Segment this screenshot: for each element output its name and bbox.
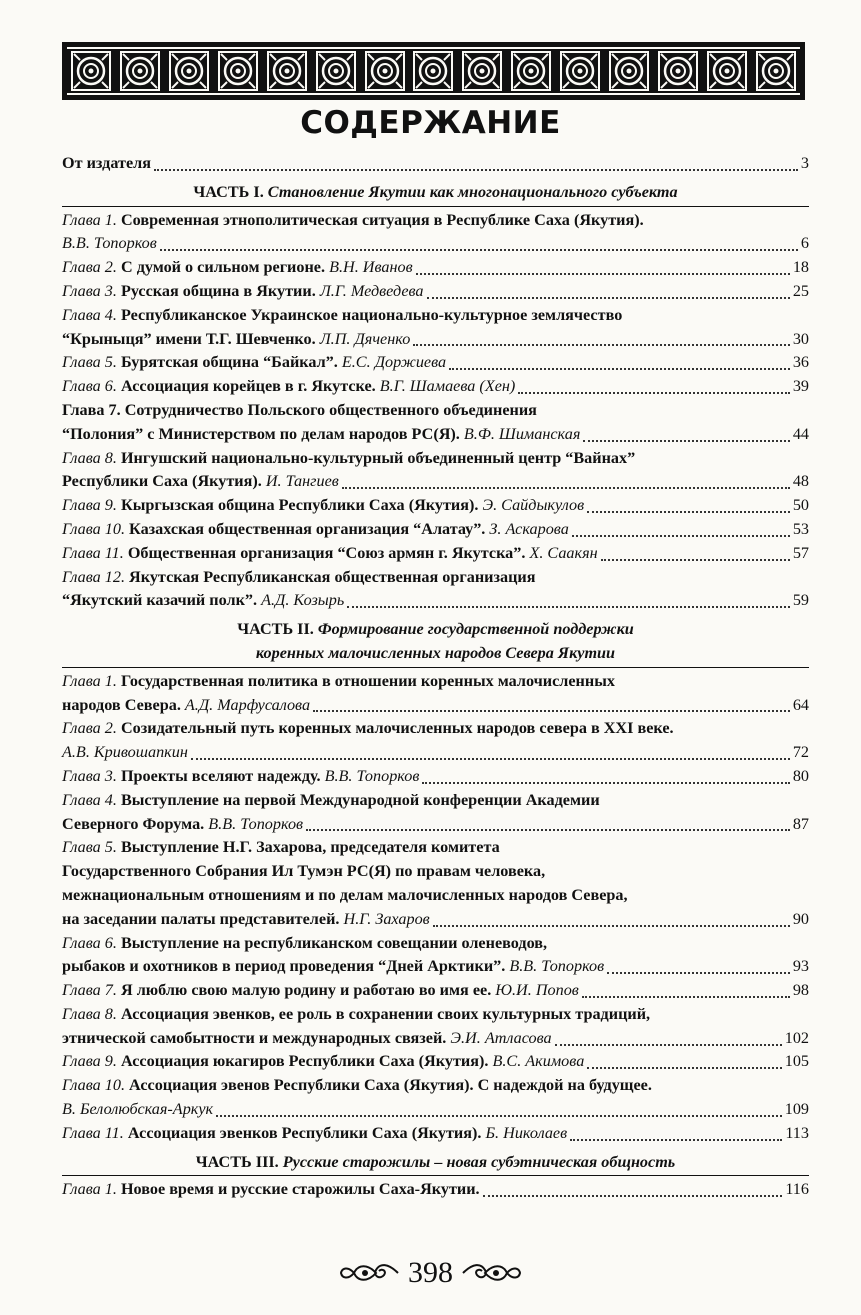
page-number: 93 (792, 957, 809, 976)
chapter-title: Ассоциация эвенов Республики Саха (Якутия). С надеждой на будущее. (125, 1076, 652, 1095)
dot-leader (587, 1067, 781, 1069)
ornament-rosette-icon (755, 50, 797, 92)
page-number: 72 (792, 743, 809, 762)
chapter-title: Кыргызская община Республики Саха (Якутия). (116, 496, 483, 515)
entry-text (62, 589, 344, 613)
entry-text (62, 232, 157, 256)
toc-entry-line[interactable] (62, 232, 809, 256)
toc-entry-line[interactable] (62, 670, 809, 694)
page-number: 25 (792, 281, 809, 300)
part-label: ЧАСТЬ I. (193, 182, 264, 201)
entry-text (62, 813, 303, 837)
page-footer (0, 1253, 861, 1293)
part-divider (62, 667, 809, 668)
entry-text (62, 717, 674, 741)
chapter-label: Глава 7. (62, 981, 117, 1000)
dot-leader (572, 535, 790, 537)
toc-entry-line[interactable] (62, 932, 809, 956)
toc-entry-line[interactable] (62, 1074, 809, 1098)
chapter-author: В.С. Акимова (492, 1052, 585, 1071)
chapter-label: Глава 11. (62, 1123, 124, 1142)
chapter-author: З. Аскарова (489, 519, 569, 538)
chapter-label: Глава 3. (62, 281, 117, 300)
toc-entry-line[interactable] (62, 955, 809, 979)
chapter-title: Выступление Н.Г. Захарова, председателя комитета (116, 838, 500, 857)
toc-entry-line[interactable] (62, 209, 809, 233)
toc-entry-publisher[interactable] (62, 152, 809, 176)
part-label: ЧАСТЬ III. (195, 1152, 279, 1171)
chapter-author: А.Д. Марфусалова (184, 695, 311, 714)
chapter-author: Ю.И. Попов (495, 981, 579, 1000)
chapter-title: Ассоциация корейцев в г. Якутске. (116, 377, 380, 396)
chapter-title: Северного Форума. (62, 814, 209, 833)
entry-text (62, 566, 536, 590)
chapter-title: Ингушский национально-культурный объединенный центр “Вайнах” (116, 448, 636, 467)
chapter-author: В.Н. Иванов (329, 258, 413, 277)
dot-leader (422, 782, 789, 784)
chapter-title: Бурятская община “Байкал”. (116, 353, 342, 372)
entry-text (62, 932, 547, 956)
entry-text (62, 1003, 650, 1027)
entry-text (62, 1098, 213, 1122)
dot-leader (483, 1195, 783, 1197)
toc-entry-line[interactable] (62, 256, 809, 280)
chapter-title: Современная этнополитическая ситуация в Республике Саха (Якутия). (116, 210, 644, 229)
entry-text (62, 399, 537, 423)
chapter-label: Глава 10. (62, 519, 125, 538)
chapter-title: Государственного Собрания Ил Тумэн РС(Я) по правам человека, (62, 862, 546, 881)
dot-leader (587, 511, 790, 513)
chapter-label: Глава 2. (62, 258, 117, 277)
dot-leader (433, 925, 790, 927)
chapter-author: А.В. Кривошапкин (62, 743, 188, 762)
toc-entry-line[interactable] (62, 470, 809, 494)
toc-entry-line[interactable] (62, 1098, 809, 1122)
toc-entry-line[interactable] (62, 518, 809, 542)
toc-entry-line[interactable] (62, 717, 809, 741)
part-divider (62, 206, 809, 207)
toc-entry-line[interactable] (62, 447, 809, 471)
chapter-author: В.Ф. Шиманская (463, 424, 581, 443)
chapter-author: А.Д. Козырь (261, 591, 345, 610)
dot-leader (570, 1139, 782, 1141)
chapter-title: этнической самобытности и международных связей. (62, 1028, 451, 1047)
chapter-title: Казахская общественная организация “Алатау”. (125, 519, 490, 538)
page-number: 87 (792, 814, 809, 833)
right-flourish-icon (461, 1258, 523, 1288)
chapter-title: Русская община в Якутии. (116, 281, 320, 300)
toc-entry-line[interactable] (62, 741, 809, 765)
chapter-title: Государственная политика в отношении коренных малочисленных (116, 671, 615, 690)
page-number: 98 (792, 981, 809, 1000)
ornament-rosette-icon (608, 50, 650, 92)
dot-leader (216, 1115, 782, 1117)
dot-leader (160, 249, 798, 251)
entry-text (62, 1027, 552, 1051)
entry-text (62, 375, 515, 399)
chapter-title: на заседании палаты представителей. (62, 909, 344, 928)
entry-text (62, 955, 604, 979)
chapter-label: Глава 11. (62, 543, 124, 562)
chapter-title: С думой о сильном регионе. (116, 258, 330, 277)
entry-text (62, 447, 635, 471)
page-number: 44 (792, 424, 809, 443)
chapter-label: Глава 1. (62, 671, 117, 690)
chapter-title: Я люблю свою малую родину и работаю во имя ее. (116, 981, 496, 1000)
chapter-label: Глава 9. (62, 496, 117, 515)
page-number: 102 (784, 1028, 809, 1047)
part-divider (62, 1175, 809, 1176)
entry-text (62, 542, 598, 566)
toc-entry-line[interactable] (62, 765, 809, 789)
dot-leader (582, 996, 790, 998)
dot-leader (306, 829, 790, 831)
part-title: Формирование государственной поддержки (317, 620, 634, 639)
entry-text (62, 209, 644, 233)
ornament-rosette-icon (412, 50, 454, 92)
chapter-label: Глава 8. (62, 448, 117, 467)
page-number: 109 (784, 1100, 809, 1119)
chapter-author: В.В. Топорков (324, 766, 420, 785)
chapter-author: В.В. Топорков (509, 957, 605, 976)
chapter-title: Новое время и русские старожилы Саха-Якутии. (116, 1180, 480, 1199)
entry-text (62, 765, 419, 789)
page-number: 113 (785, 1123, 809, 1142)
chapter-title: рыбаков и охотников в период проведения “Дней Арктики”. (62, 957, 510, 976)
page-number: 105 (784, 1052, 809, 1071)
page-number: 50 (792, 496, 809, 515)
chapter-title: Ассоциация юкагиров Республики Саха (Якутия). (116, 1052, 493, 1071)
chapter-title: “Полония” с Министерством по делам народов РС(Я). (62, 424, 464, 443)
page-number: 80 (792, 766, 809, 785)
entry-text (62, 280, 424, 304)
page-number: 30 (792, 329, 809, 348)
entry-text (62, 1050, 584, 1074)
chapter-label: Глава 6. (62, 933, 117, 952)
chapter-label: Глава 10. (62, 1076, 125, 1095)
dot-leader (347, 606, 790, 608)
dot-leader (191, 758, 790, 760)
entry-text (62, 328, 410, 352)
toc-entry-line[interactable] (62, 351, 809, 375)
entry-text (62, 351, 446, 375)
chapter-label: Глава 12. (62, 567, 125, 586)
page-number: 3 (800, 154, 809, 172)
ornament-rosette-icon (70, 50, 112, 92)
entry-text (62, 979, 579, 1003)
page-number: 116 (785, 1180, 809, 1199)
ornament-rosette-icon (706, 50, 748, 92)
entry-text (62, 423, 580, 447)
toc-entry-line[interactable] (62, 884, 809, 908)
chapter-label: Глава 9. (62, 1052, 117, 1071)
part-heading (62, 618, 809, 642)
entry-text (62, 860, 545, 884)
ornament-rosette-icon (217, 50, 259, 92)
chapter-title: Якутская Республиканская общественная организация (125, 567, 536, 586)
entry-text (62, 494, 584, 518)
toc-entry-line[interactable] (62, 813, 809, 837)
chapter-title: Выступление на республиканском совещании оленеводов, (116, 933, 548, 952)
toc-entry-line[interactable] (62, 1178, 809, 1202)
page-number: 6 (800, 234, 809, 253)
chapter-label: Глава 5. (62, 838, 117, 857)
chapter-author: Л.Г. Медведева (319, 281, 424, 300)
entry-text (62, 470, 339, 494)
part-heading (62, 181, 809, 205)
entry-text (62, 741, 188, 765)
chapter-title: “Крыныця” имени Т.Г. Шевченко. (62, 329, 320, 348)
chapter-title: народов Севера. (62, 695, 185, 714)
ornament-rosette-icon (510, 50, 552, 92)
chapter-author: Э. Сайдыкулов (482, 496, 585, 515)
entry-text (62, 1178, 480, 1202)
page-number-footer: 398 (408, 1256, 453, 1289)
left-flourish-icon (338, 1258, 400, 1288)
toc-entry-line[interactable] (62, 1003, 809, 1027)
chapter-author: Е.С. Доржиева (341, 353, 447, 372)
ornament-rosette-icon (168, 50, 210, 92)
chapter-label: Глава 8. (62, 1004, 117, 1023)
toc-entry-line[interactable] (62, 304, 809, 328)
chapter-label: Глава 2. (62, 719, 117, 738)
chapter-author: Н.Г. Захаров (343, 909, 430, 928)
entry-text (62, 908, 430, 932)
toc-entry-line[interactable] (62, 860, 809, 884)
dot-leader (601, 559, 790, 561)
entry-text (62, 836, 500, 860)
page-number: 53 (792, 519, 809, 538)
page-number: 59 (792, 591, 809, 610)
ornament-rosette-icon (657, 50, 699, 92)
dot-leader (413, 344, 789, 346)
entry-text (62, 694, 310, 718)
dot-leader (342, 487, 790, 489)
toc-entry-line[interactable] (62, 375, 809, 399)
dot-leader (427, 297, 790, 299)
chapter-title: межнациональным отношениям и по делам малочисленных народов Севера, (62, 885, 628, 904)
ornament-rosette-icon (364, 50, 406, 92)
toc-entry-line[interactable] (62, 494, 809, 518)
entry-text (62, 789, 600, 813)
dot-leader (154, 169, 798, 171)
chapter-title: Ассоциация эвенков Республики Саха (Якутия). (123, 1123, 486, 1142)
page-number: 39 (792, 377, 809, 396)
toc-entry-line[interactable] (62, 423, 809, 447)
entry-text (62, 256, 413, 280)
part-heading (62, 1151, 809, 1175)
chapter-title: Общественная организация “Союз армян г. Якутска”. (123, 543, 530, 562)
chapter-author: Э.И. Атласова (450, 1028, 552, 1047)
page-number: 18 (792, 258, 809, 277)
chapter-title: Проекты вселяют надежду. (116, 766, 325, 785)
chapter-author: В.Г. Шамаева (Хен) (379, 377, 516, 396)
chapter-label: Глава 1. (62, 1180, 117, 1199)
ornament-rosette-icon (461, 50, 503, 92)
page-number: 90 (792, 909, 809, 928)
dot-leader (607, 972, 790, 974)
dot-leader (555, 1044, 782, 1046)
chapter-author: В. Белолюбская-Аркук (62, 1100, 214, 1119)
chapter-title: Республиканское Украинское национально-культурное землячество (116, 305, 623, 324)
toc-entry-line[interactable] (62, 399, 809, 423)
entry-text (62, 1074, 652, 1098)
dot-leader (518, 392, 790, 394)
page-number: 57 (792, 543, 809, 562)
chapter-title: Республики Саха (Якутия). (62, 472, 266, 491)
chapter-author: В.В. Топорков (62, 234, 157, 253)
toc-entry-line[interactable] (62, 1122, 809, 1146)
ornament-rosette-icon (559, 50, 601, 92)
toc-entry-line[interactable] (62, 328, 809, 352)
chapter-label: Глава 6. (62, 377, 117, 396)
entry-text (62, 884, 628, 908)
toc-entry-line[interactable] (62, 836, 809, 860)
chapter-label: Глава 1. (62, 210, 117, 229)
toc-entry-line[interactable] (62, 908, 809, 932)
dot-leader (416, 273, 790, 275)
toc-entry-line[interactable] (62, 789, 809, 813)
chapter-author: Л.П. Дяченко (319, 329, 411, 348)
part-title: Становление Якутии как многонационального субъекта (267, 182, 678, 201)
entry-text (62, 670, 615, 694)
page-number: 48 (792, 472, 809, 491)
chapter-author: В.В. Топорков (208, 814, 304, 833)
entry-text (62, 518, 569, 542)
chapter-author: И. Тангиев (265, 472, 339, 491)
chapter-label: Глава 4. (62, 790, 117, 809)
toc-entry-line[interactable] (62, 589, 809, 613)
chapter-label: Глава 5. (62, 353, 117, 372)
chapter-author: Б. Николаев (485, 1123, 568, 1142)
ornament-rosette-icon (315, 50, 357, 92)
toc-entry-line[interactable] (62, 694, 809, 718)
entry-text (62, 1122, 567, 1146)
dot-leader (313, 710, 790, 712)
toc-entry-line[interactable] (62, 979, 809, 1003)
chapter-title: Глава 7. Сотрудничество Польского общественного объединения (62, 400, 537, 419)
chapter-title: Выступление на первой Международной конференции Академии (116, 790, 600, 809)
table-of-contents (62, 152, 809, 1202)
dot-leader (449, 368, 790, 370)
ornamental-header-band (62, 42, 805, 100)
chapter-author: Х. Саакян (529, 543, 598, 562)
entry-title: От издателя (62, 154, 151, 172)
part-title: Русские старожилы – новая субэтническая общность (282, 1152, 676, 1171)
toc-entry-line[interactable] (62, 542, 809, 566)
chapter-title: “Якутский казачий полк”. (62, 591, 262, 610)
ornament-rosette-icon (119, 50, 161, 92)
page-title: СОДЕРЖАНИЕ (300, 105, 561, 141)
page-number: 64 (792, 695, 809, 714)
part-label: ЧАСТЬ II. (237, 620, 314, 639)
entry-text (62, 304, 622, 328)
toc-entry-line[interactable] (62, 566, 809, 590)
chapter-label: Глава 4. (62, 305, 117, 324)
ornament-rosette-icon (266, 50, 308, 92)
part-title-line-2: коренных малочисленных народов Севера Якутии (255, 643, 616, 662)
toc-entry-line[interactable] (62, 280, 809, 304)
toc-entry-line[interactable] (62, 1050, 809, 1074)
chapter-label: Глава 3. (62, 766, 117, 785)
toc-entry-line[interactable] (62, 1027, 809, 1051)
dot-leader (583, 440, 789, 442)
chapter-title: Ассоциация эвенков, ее роль в сохранении своих культурных традиций, (116, 1004, 651, 1023)
chapter-title: Созидательный путь коренных малочисленных народов севера в XXI веке. (116, 719, 674, 738)
page-number: 36 (792, 353, 809, 372)
